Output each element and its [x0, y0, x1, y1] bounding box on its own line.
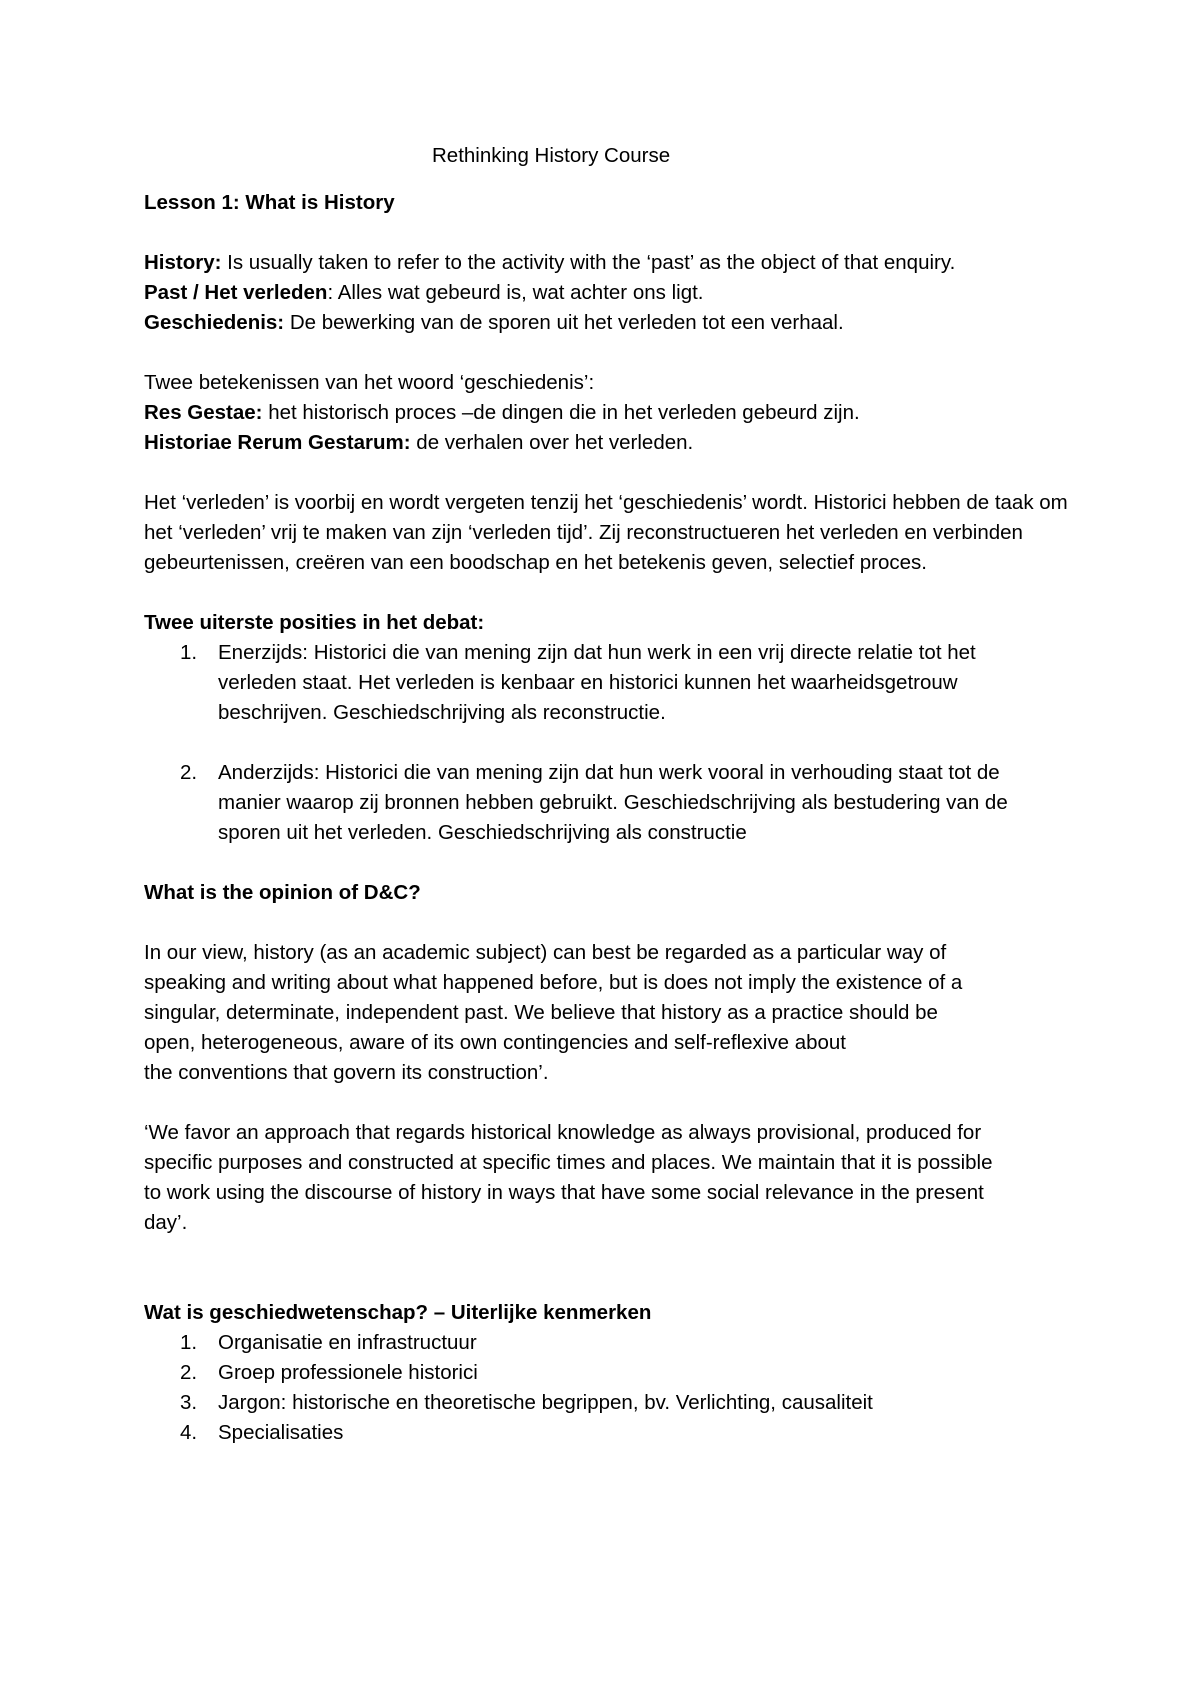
- list-number: 4.: [180, 1421, 198, 1444]
- meaning-text: het historisch proces –de dingen die in het verleden gebeurd zijn.: [262, 401, 860, 424]
- positions-list: [144, 638, 1084, 848]
- list-text: Organisatie en infrastructuur: [218, 1331, 477, 1354]
- list-item: [144, 1388, 1084, 1418]
- meaning-text: de verhalen over het verleden.: [410, 431, 694, 454]
- list-item: [144, 1358, 1084, 1388]
- paragraph-line: speaking and writing about what happened before, but is does not imply the existence of a: [144, 971, 963, 994]
- list-text: Specialisaties: [218, 1421, 344, 1444]
- list-text: Anderzijds: Historici die van mening zijn dat hun werk vooral in verhouding staat tot de manier waarop zij bronnen hebben gebruikt. Geschiedschrijving als bestudering van de sporen uit het verleden. Geschiedschrijving als constructie: [218, 761, 1008, 844]
- list-number: 1.: [180, 641, 198, 664]
- meaning-historiae: [144, 428, 1084, 458]
- paragraph-line: specific purposes and constructed at specific times and places. We maintain that it is possible: [144, 1151, 993, 1174]
- paragraph-line: singular, determinate, independent past. We believe that history as a practice should be: [144, 1001, 938, 1024]
- definition-past: [144, 278, 1084, 308]
- meaning-term: Historiae Rerum Gestarum:: [144, 431, 411, 454]
- list-number: 2.: [180, 1361, 198, 1384]
- paragraph-line: to work using the discourse of history in ways that have some social relevance in the present: [144, 1181, 984, 1204]
- meaning-term: Res Gestae:: [144, 401, 263, 424]
- list-text: Groep professionele historici: [218, 1361, 478, 1384]
- paragraph-line: In our view, history (as an academic subject) can best be regarded as a particular way of: [144, 941, 947, 964]
- verleden-paragraph: Het ‘verleden’ is voorbij en wordt vergeten tenzij het ‘geschiedenis’ wordt. Historici hebben de taak om het ‘verleden’ vrij te maken van zijn ‘verleden tijd’. Zij reconstructueren het verleden en verbinden gebeurtenissen, creëren van een boodschap en het betekenis geven, selectief proces.: [144, 491, 1068, 574]
- list-text: Enerzijds: Historici die van mening zijn dat hun werk in een vrij directe relatie tot het verleden staat. Het verleden is kenbaar en historici kunnen het waarheidsgetrouw beschrijven. Geschiedschrijving als reconstructie.: [218, 641, 976, 724]
- favor-paragraph: [144, 1118, 1084, 1238]
- kenmerken-heading: Wat is geschiedwetenschap? – Uiterlijke kenmerken: [144, 1301, 652, 1324]
- meaning-res-gestae: [144, 398, 1084, 428]
- definition-geschiedenis: [144, 308, 1084, 338]
- paragraph-line: day’.: [144, 1211, 188, 1234]
- kenmerken-list: [144, 1328, 1084, 1448]
- definition-term: Past / Het verleden: [144, 281, 328, 304]
- definition-text: : Alles wat gebeurd is, wat achter ons ligt.: [327, 281, 704, 304]
- paragraph-line: the conventions that govern its construction’.: [144, 1061, 549, 1084]
- definition-text: Is usually taken to refer to the activity with the ‘past’ as the object of that enquiry.: [221, 251, 956, 274]
- list-item: [144, 1418, 1084, 1448]
- document-body: [144, 188, 1084, 1448]
- document-title: Rethinking History Course: [432, 144, 671, 167]
- definition-text: De bewerking van de sporen uit het verleden tot een verhaal.: [284, 311, 844, 334]
- debat-heading: Twee uiterste posities in het debat:: [144, 611, 485, 634]
- list-text: Jargon: historische en theoretische begrippen, bv. Verlichting, causaliteit: [218, 1391, 873, 1414]
- definition-term: Geschiedenis:: [144, 311, 285, 334]
- lesson-heading: Lesson 1: What is History: [144, 191, 395, 214]
- paragraph-line: ‘We favor an approach that regards historical knowledge as always provisional, produced for: [144, 1121, 982, 1144]
- list-number: 1.: [180, 1331, 198, 1354]
- definition-history: [144, 248, 964, 278]
- list-item: [144, 1328, 1084, 1358]
- list-number: 3.: [180, 1391, 198, 1414]
- list-number: 2.: [180, 761, 198, 784]
- paragraph-line: open, heterogeneous, aware of its own contingencies and self-reflexive about: [144, 1031, 847, 1054]
- definition-term: History:: [144, 251, 222, 274]
- opinion-heading: What is the opinion of D&C?: [144, 881, 421, 904]
- opinion-paragraph: [144, 938, 1084, 1088]
- list-item: [144, 638, 1048, 728]
- twee-betekenissen-intro: Twee betekenissen van het woord ‘geschiedenis’:: [144, 371, 595, 394]
- list-item: [144, 758, 1048, 848]
